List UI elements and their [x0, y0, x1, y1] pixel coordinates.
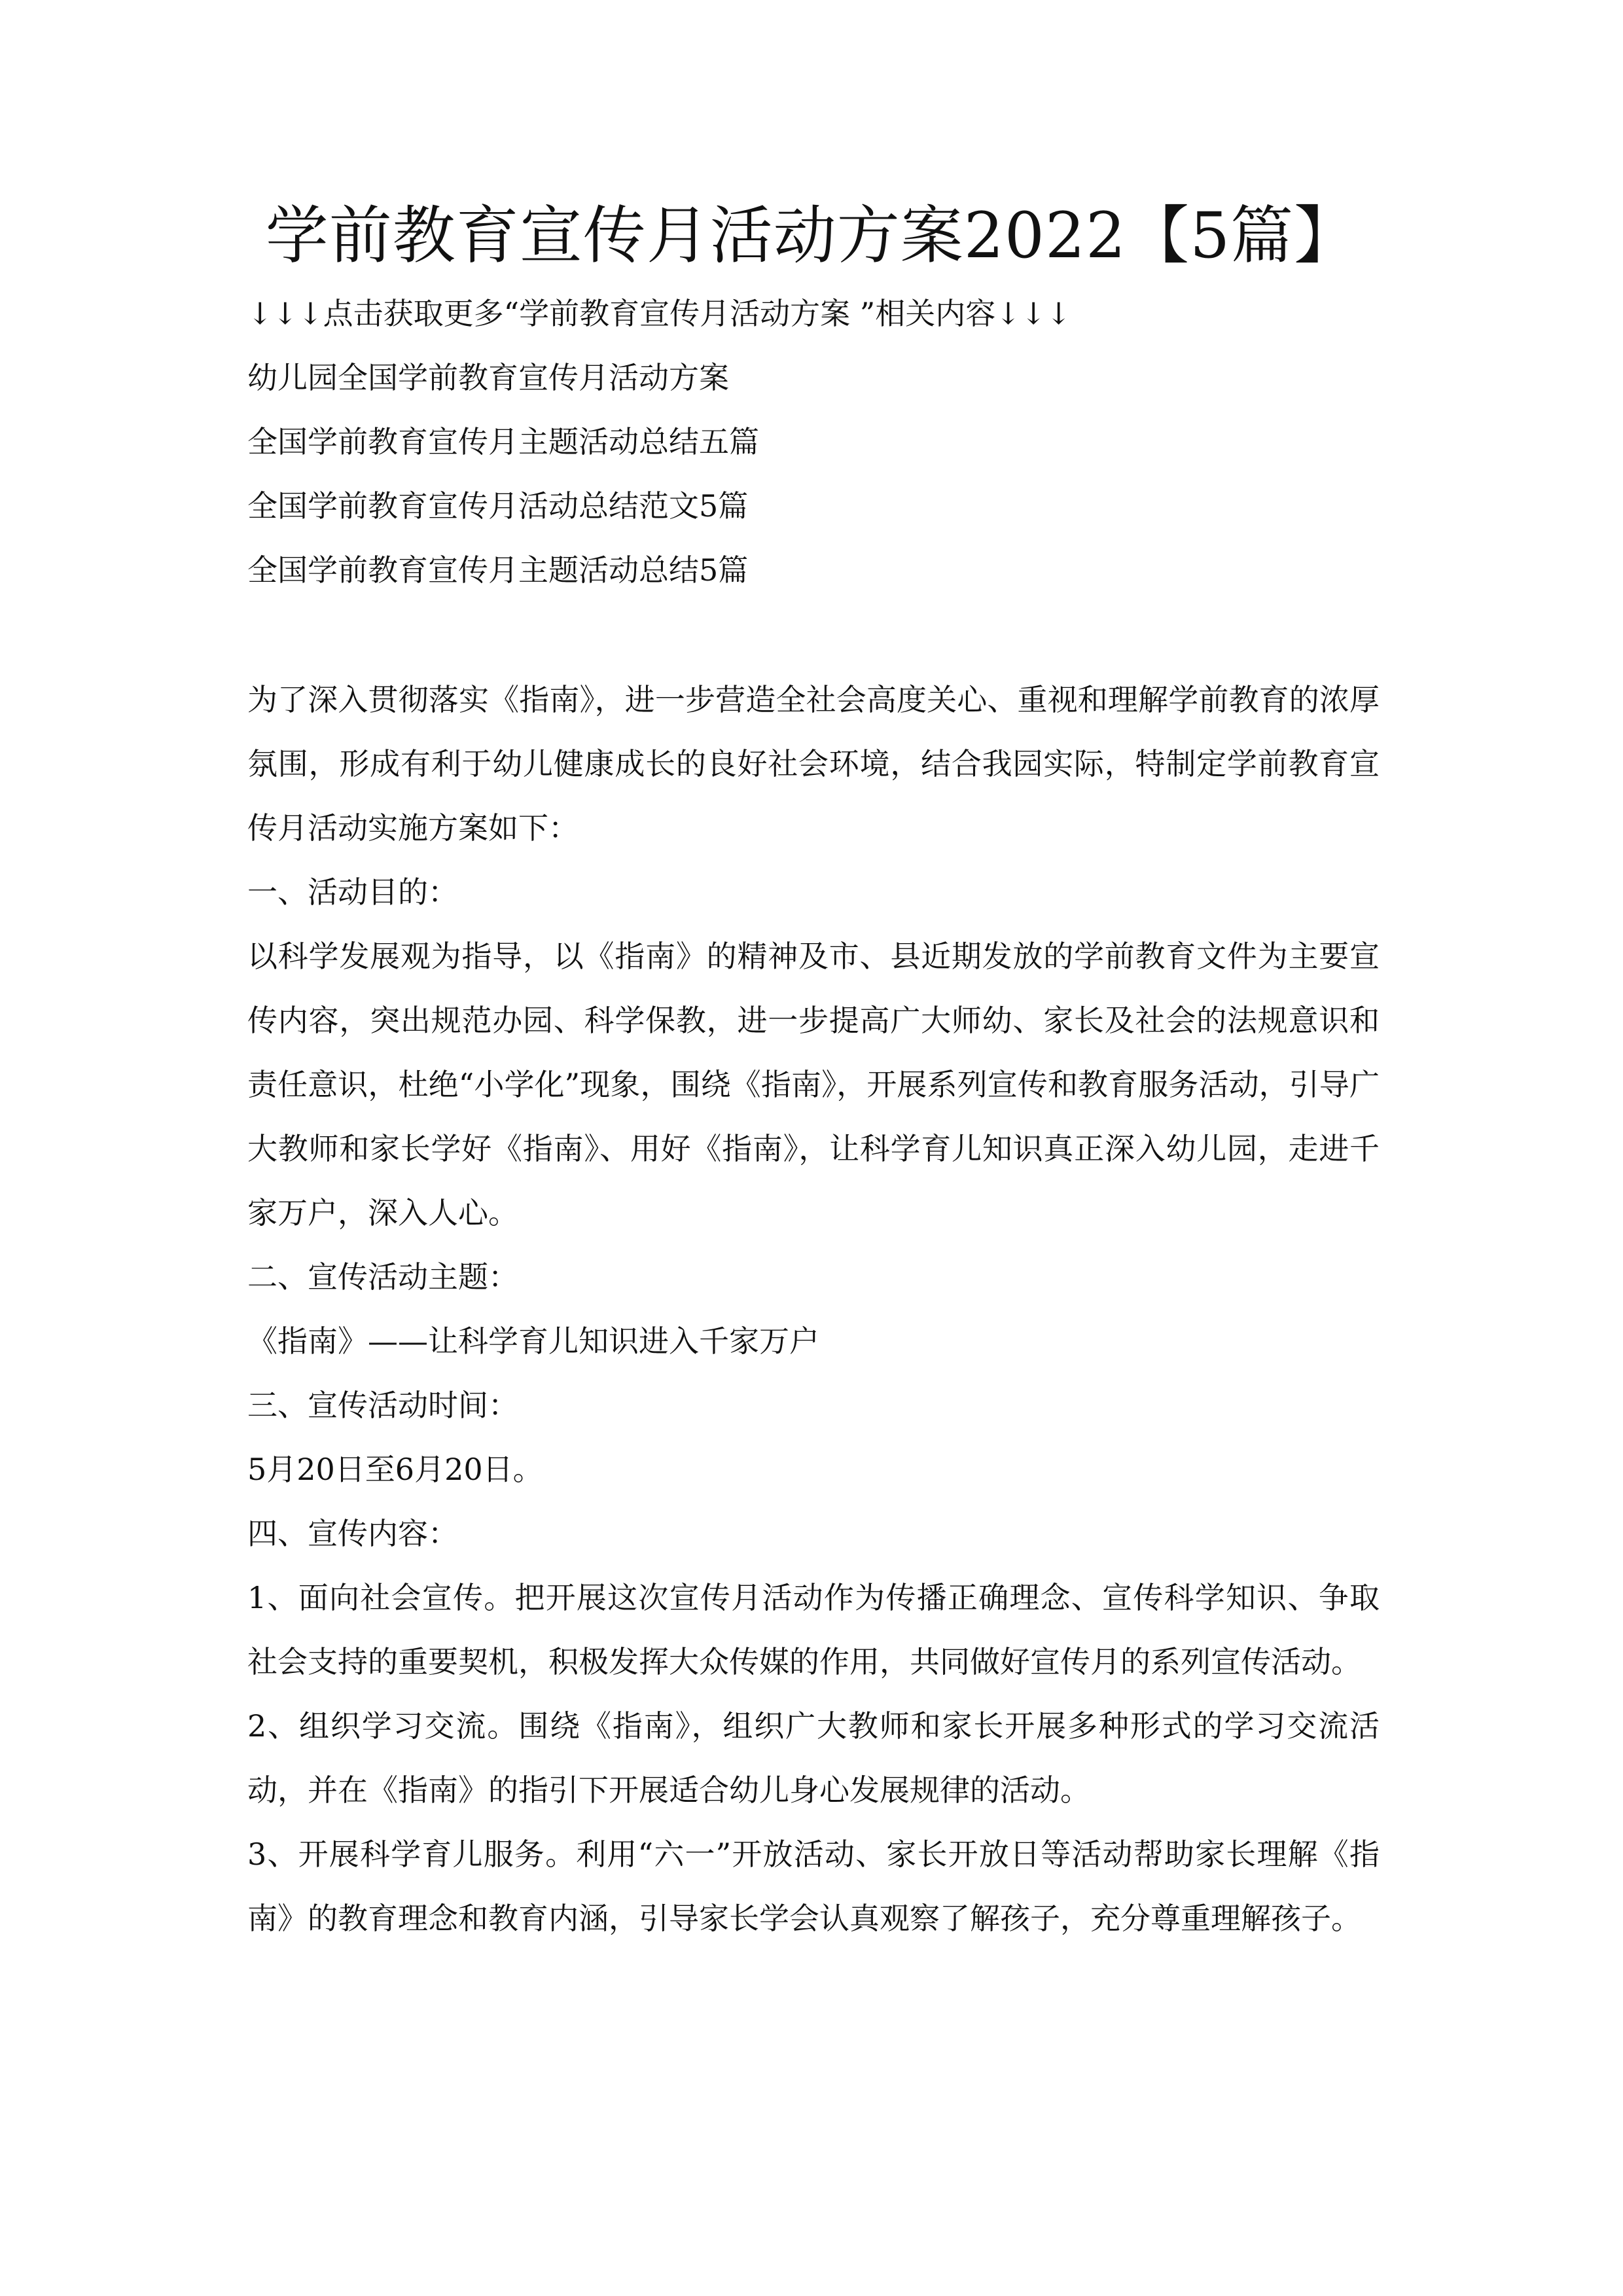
related-link-3[interactable]: 全国学前教育宣传月活动总结范文5篇: [247, 488, 749, 524]
document-title: 学前教育宣传月活动方案2022【5篇】: [265, 199, 1358, 272]
section-heading-purpose: 一、活动目的：: [247, 874, 458, 910]
related-links-list: [247, 346, 1380, 602]
section-body-purpose: 以科学发展观为指导，以《指南》的精神及市、县近期发放的学前教育文件为主要宣传内容，突出规范办园、科学保教，进一步提高广大师幼、家长及社会的法规意识和责任意识，杜绝“小学化”现象，围绕《指南》，开展系列宣传和教育服务活动，引导广大教师和家长学好《指南》、用好《指南》，让科学育儿知识真正深入幼儿园，走进千家万户，深入人心。: [247, 939, 1380, 1230]
section-gap: [247, 602, 1380, 668]
section-heading-theme: 二、宣传活动主题：: [247, 1259, 518, 1295]
content-item-1: 1、面向社会宣传。把开展这次宣传月活动作为传播正确理念、宣传科学知识、争取社会支持的重要契机，积极发挥大众传媒的作用，共同做好宣传月的系列宣传活动。: [247, 1580, 1380, 1679]
content-item-2: 2、组织学习交流。围绕《指南》，组织广大教师和家长开展多种形式的学习交流活动，并在《指南》的指引下开展适合幼儿身心发展规律的活动。: [247, 1708, 1380, 1808]
related-link-2[interactable]: 全国学前教育宣传月主题活动总结五篇: [247, 424, 759, 459]
document-body: [247, 281, 1380, 1950]
section-body-theme: 《指南》——让科学育儿知识进入千家万户: [247, 1323, 819, 1359]
content-item-3: 3、开展科学育儿服务。利用“六一”开放活动、家长开放日等活动帮助家长理解《指南》的教育理念和教育内涵，引导家长学会认真观察了解孩子，充分尊重理解孩子。: [247, 1837, 1380, 1936]
section-heading-content: 四、宣传内容：: [247, 1516, 458, 1551]
intro-paragraph: 为了深入贯彻落实《指南》，进一步营造全社会高度关心、重视和理解学前教育的浓厚氛围，形成有利于幼儿健康成长的良好社会环境，结合我园实际，特制定学前教育宣传月活动实施方案如下：: [247, 682, 1380, 846]
related-content-link[interactable]: ↓↓↓点击获取更多“学前教育宣传月活动方案 ”相关内容↓↓↓: [247, 296, 1071, 331]
related-link-1[interactable]: 幼儿园全国学前教育宣传月活动方案: [247, 360, 729, 395]
related-link-4[interactable]: 全国学前教育宣传月主题活动总结5篇: [247, 552, 749, 588]
section-heading-time: 三、宣传活动时间：: [247, 1388, 518, 1423]
section-body-time: 5月20日至6月20日。: [247, 1452, 543, 1487]
